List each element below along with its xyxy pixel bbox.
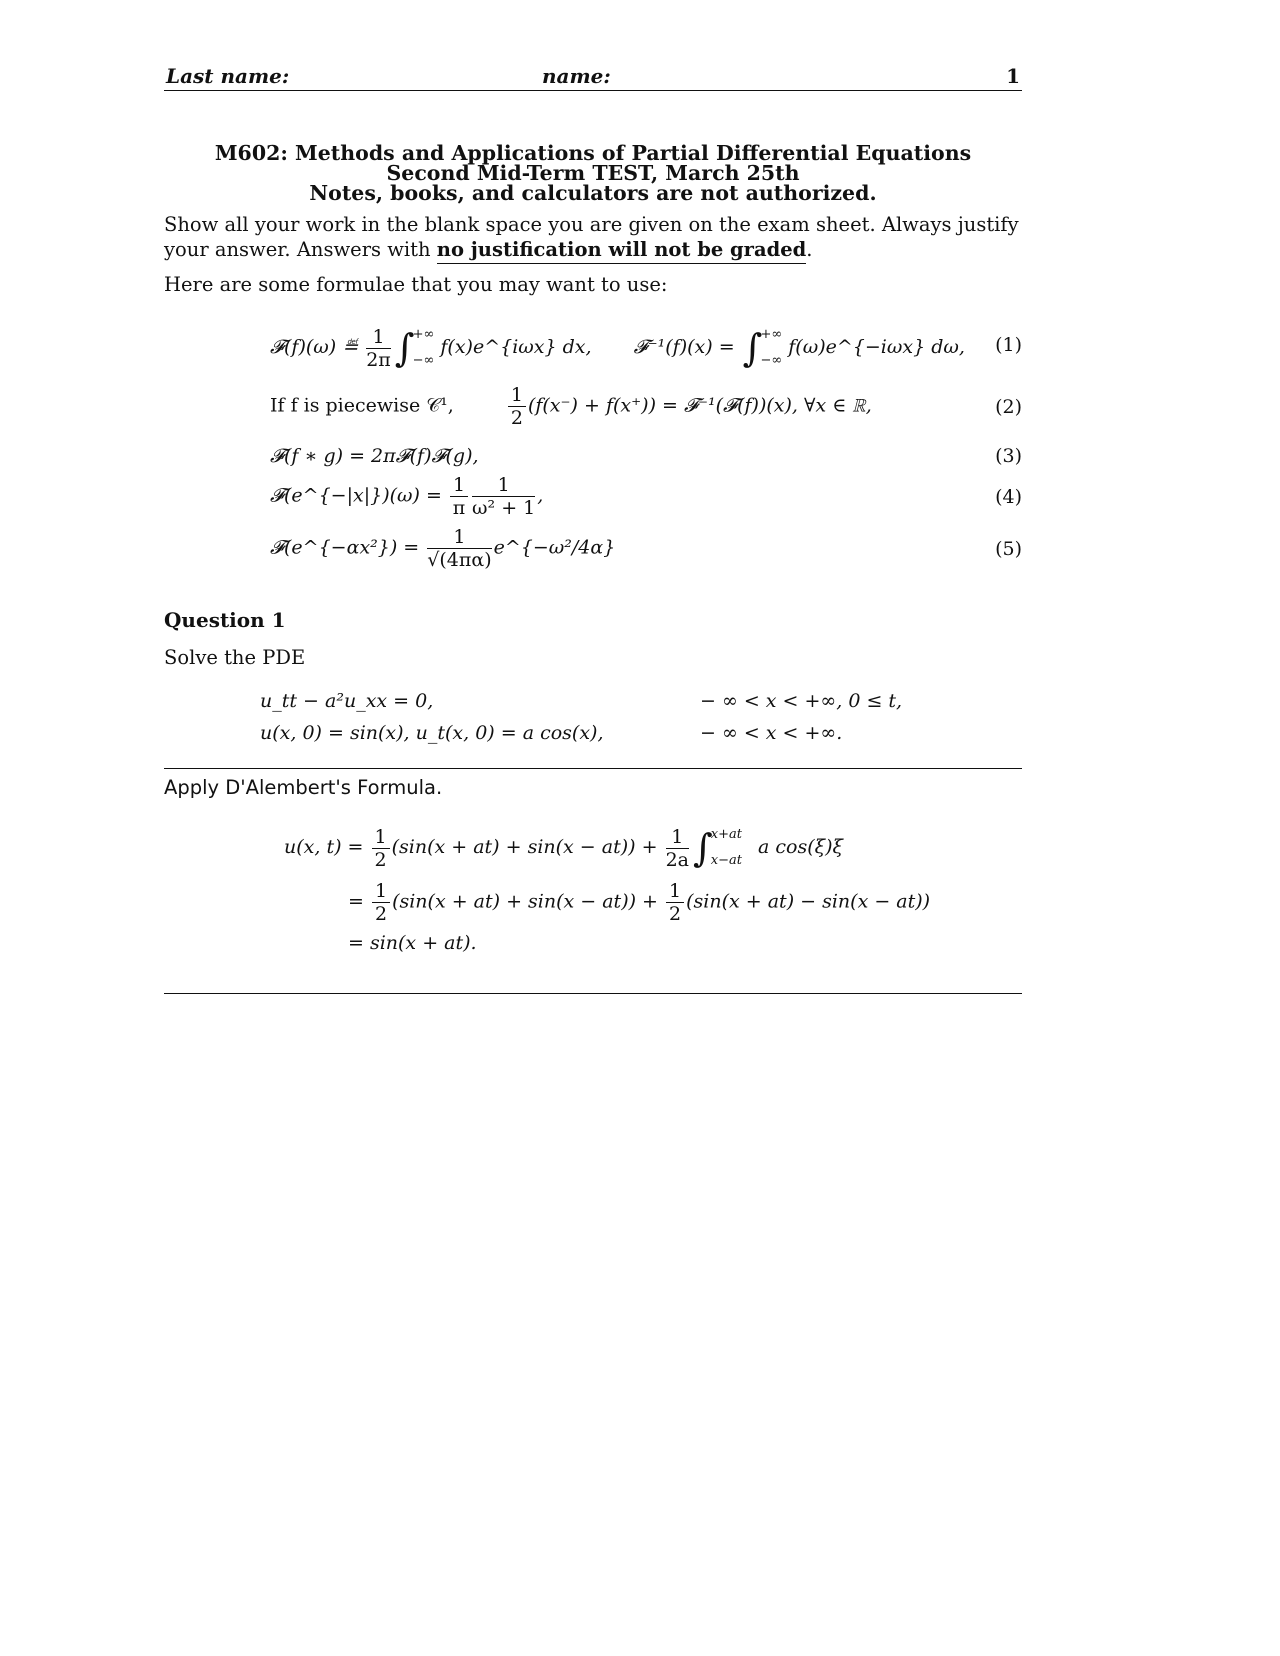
- frac-num: 1: [450, 474, 468, 497]
- instructions-text: Show all your work in the blank space you are given on the exam sheet. Always justify your answer. Answers with: [164, 213, 1019, 261]
- frac-num: 1: [666, 826, 689, 849]
- limit-upper: +∞: [760, 327, 783, 342]
- divider-top: [164, 768, 1022, 769]
- pde-domain-2: − ∞ < x < +∞.: [700, 722, 843, 744]
- frac-den: 2: [374, 903, 388, 925]
- frac-den: 2: [510, 407, 523, 429]
- frac-num: 1: [372, 826, 390, 849]
- name-label: name:: [542, 64, 611, 88]
- formula-1: [270, 322, 1022, 371]
- pde-domain-1: − ∞ < x < +∞, 0 ≤ t,: [700, 690, 903, 712]
- limit-lower: −∞: [760, 353, 783, 368]
- formula-1-fraction: [366, 326, 391, 371]
- formula-3: [270, 445, 1022, 473]
- frac-den: π: [452, 497, 466, 519]
- formula-4: [270, 474, 1022, 520]
- integral-limits: [760, 322, 782, 374]
- formula-5-fraction: [427, 526, 491, 571]
- initial-conditions: u(x, 0) = sin(x), u_t(x, 0) = a cos(x),: [260, 722, 604, 744]
- question-1-heading: Question 1: [164, 608, 286, 632]
- solution-fraction-half-2: [666, 880, 684, 925]
- exam-title: [164, 143, 1022, 203]
- pde-equation: u_tt − a²u_xx = 0,: [260, 690, 434, 712]
- solution-fraction-2a: [666, 826, 689, 871]
- frac-den: √(4πα): [427, 549, 492, 571]
- instructions-period: .: [806, 238, 813, 261]
- formula-4-number: (4): [995, 486, 1022, 508]
- last-name-label: Last name:: [166, 64, 290, 88]
- limit-upper: +∞: [412, 327, 435, 342]
- frac-num: 1: [427, 526, 491, 549]
- formula-1-integrand: f(x)e^{iωx} dx,: [440, 336, 592, 358]
- formula-2-prefix: If f is piecewise 𝒞¹,: [270, 394, 454, 417]
- solution-integrand: a cos(ξ)ξ: [758, 836, 843, 858]
- frac-num: 1: [508, 384, 526, 407]
- title-line-3: Notes, books, and calculators are not authorized.: [309, 181, 877, 205]
- formula-4-fraction-1: [450, 474, 468, 519]
- limit-lower: −∞: [412, 353, 435, 368]
- title-line-2: Second Mid-Term TEST, March 25th: [386, 161, 800, 185]
- frac-num: 1: [366, 326, 391, 349]
- solution-line-2: [348, 880, 930, 925]
- page-header: [164, 62, 1022, 91]
- formula-2-body: (f(x⁻) + f(x⁺)) = 𝓕⁻¹(𝓕(f))(x), ∀x ∈ ℝ,: [527, 394, 872, 417]
- solution-line-1: [284, 822, 843, 874]
- solution-fraction-half: [372, 826, 390, 871]
- page-number: 1: [1006, 64, 1020, 88]
- instructions-emphasis: no justification will not be graded: [437, 238, 807, 264]
- frac-den: 2π: [366, 348, 391, 371]
- formula-2-fraction: [508, 384, 526, 429]
- formula-5-tail: e^{−ω²/4α}: [493, 536, 616, 559]
- title-line-1: M602: Methods and Applications of Partial Differential Equations: [214, 141, 972, 165]
- integral-limits: [413, 322, 435, 374]
- formula-4-lhs: 𝓕(e^{−|x|})(ω) =: [270, 484, 442, 507]
- solution-intro: Apply D'Alembert's Formula.: [164, 776, 443, 799]
- limit-lower: x−at: [710, 853, 742, 868]
- frac-den: 2: [669, 903, 682, 925]
- solution-line-1-body: (sin(x + at) + sin(x − at)) +: [391, 836, 658, 858]
- formula-1-inverse-integrand: f(ω)e^{−iωx} dω,: [788, 336, 965, 358]
- formula-5-number: (5): [995, 538, 1022, 560]
- formula-1-number: (1): [995, 334, 1022, 356]
- formula-5-lhs: 𝓕(e^{−αx²}) =: [270, 536, 420, 559]
- formula-2: [270, 384, 1022, 430]
- formula-1-inverse-lhs: 𝓕⁻¹(f)(x) =: [633, 336, 735, 358]
- frac-den: 2a: [665, 848, 689, 871]
- solution-fraction-half: [372, 880, 390, 925]
- solution-line-2-body-2: (sin(x + at) − sin(x − at)): [686, 890, 931, 913]
- solution-lhs: u(x, t) =: [284, 836, 364, 858]
- frac-den: ω² + 1: [472, 497, 536, 519]
- formula-4-fraction-2: [472, 474, 535, 519]
- solution-line-2-body-1: (sin(x + at) + sin(x − at)) +: [392, 890, 658, 913]
- formula-4-tail: ,: [537, 484, 544, 507]
- formula-1-lhs: 𝓕(f)(ω) ≝: [270, 336, 359, 358]
- formulae-intro: Here are some formulae that you may want to use:: [164, 273, 668, 296]
- integral-limits: [711, 822, 742, 874]
- formula-2-number: (2): [995, 396, 1022, 418]
- question-1-prompt: Solve the PDE: [164, 646, 306, 669]
- integral-sign: ∫: [394, 326, 415, 370]
- integral-sign: ∫: [692, 826, 713, 870]
- frac-num: 1: [472, 474, 535, 497]
- frac-den: 2: [374, 848, 387, 871]
- solution-line-3: = sin(x + at).: [348, 932, 477, 954]
- instructions: [164, 212, 1022, 262]
- frac-num: 1: [666, 880, 684, 903]
- limit-upper: x+at: [710, 827, 742, 842]
- formula-5: [270, 526, 1022, 572]
- frac-num: 1: [372, 880, 390, 903]
- formula-3-body: 𝓕(f ∗ g) = 2π𝓕(f)𝓕(g),: [270, 445, 479, 467]
- integral-sign: ∫: [742, 326, 763, 370]
- solution-line-2-eq: =: [348, 890, 364, 913]
- divider-bottom: [164, 993, 1022, 994]
- formula-3-number: (3): [995, 445, 1022, 467]
